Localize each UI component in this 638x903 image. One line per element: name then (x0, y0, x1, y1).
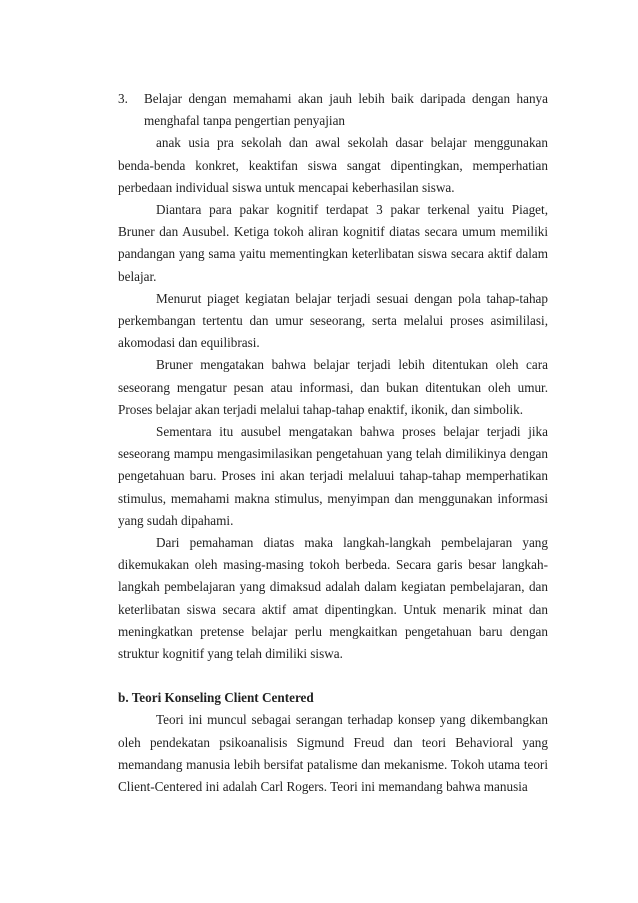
paragraph-6: Dari pemahaman diatas maka langkah-langkah pembelajaran yang dikemukakan oleh masing-masing tokoh berbeda. Secara garis besar langkah-langkah pembelajaran yang dimaksud adalah dalam kegiatan pembelajaran, dan keterlibatan siswa secara aktif amat dipentingkan. Untuk menarik minat dan meningkatkan pretense belajar perlu mengkaitkan pengetahuan baru dengan struktur kognitif yang telah dimiliki siswa. (118, 535, 548, 662)
paragraph-2: Diantara para pakar kognitif terdapat 3 pakar terkenal yaitu Piaget, Bruner dan Ausubel. Ketiga tokoh aliran kognitif diatas secara umum memiliki pandangan yang sama yaitu mementingkan keterlibatan siswa secara aktif dalam belajar. (118, 202, 548, 284)
list-item-3 (118, 88, 548, 132)
paragraph-3: Menurut piaget kegiatan belajar terjadi sesuai dengan pola tahap-tahap perkembangan tertentu dan umur seseorang, serta melalui proses asimililasi, akomodasi dan equilibrasi. (118, 290, 548, 351)
paragraph-1: anak usia pra sekolah dan awal sekolah dasar belajar menggunakan benda-benda konkret, keaktifan siswa sangat dipentingkan, memperhatian perbedaan individual siswa untuk mencapai keberhasilan siswa. (118, 135, 548, 195)
section-paragraph: Teori ini muncul sebagai serangan terhadap konsep yang dikembangkan oleh pendekatan psikoanalisis Sigmund Freud dan teori Behavioral yang memandang manusia lebih bersifat patalisme dan mekanisme. Tokoh utama teori Client-Centered ini adalah Carl Rogers. Teori ini memandang bahwa manusia (118, 712, 548, 795)
list-item-text: Belajar dengan memahami akan jauh lebih baik daripada dengan hanya menghafal tanpa pengertian penyajian (144, 91, 548, 129)
section-heading: b. Teori Konseling Client Centered (118, 690, 314, 706)
paragraph-5: Sementara itu ausubel mengatakan bahwa proses belajar terjadi jika seseorang mampu mengasimilasikan pengetahuan yang telah dimilikinya dengan pengetahuan baru. Proses ini akan terjadi melaluui tahap-tahap memperhatikan stimulus, memahami makna stimulus, menyimpan dan menggunakan informasi yang sudah dipahami. (118, 424, 548, 528)
list-number: 3. (118, 91, 128, 106)
page-content (118, 88, 548, 798)
section-spacer (118, 665, 548, 687)
paragraph-4: Bruner mengatakan bahwa belajar terjadi lebih ditentukan oleh cara seseorang mengatur pesan atau informasi, dan bukan ditentukan oleh umur. Proses belajar akan terjadi melalui tahap-tahap enaktif, ikonik, dan simbolik. (118, 357, 548, 417)
